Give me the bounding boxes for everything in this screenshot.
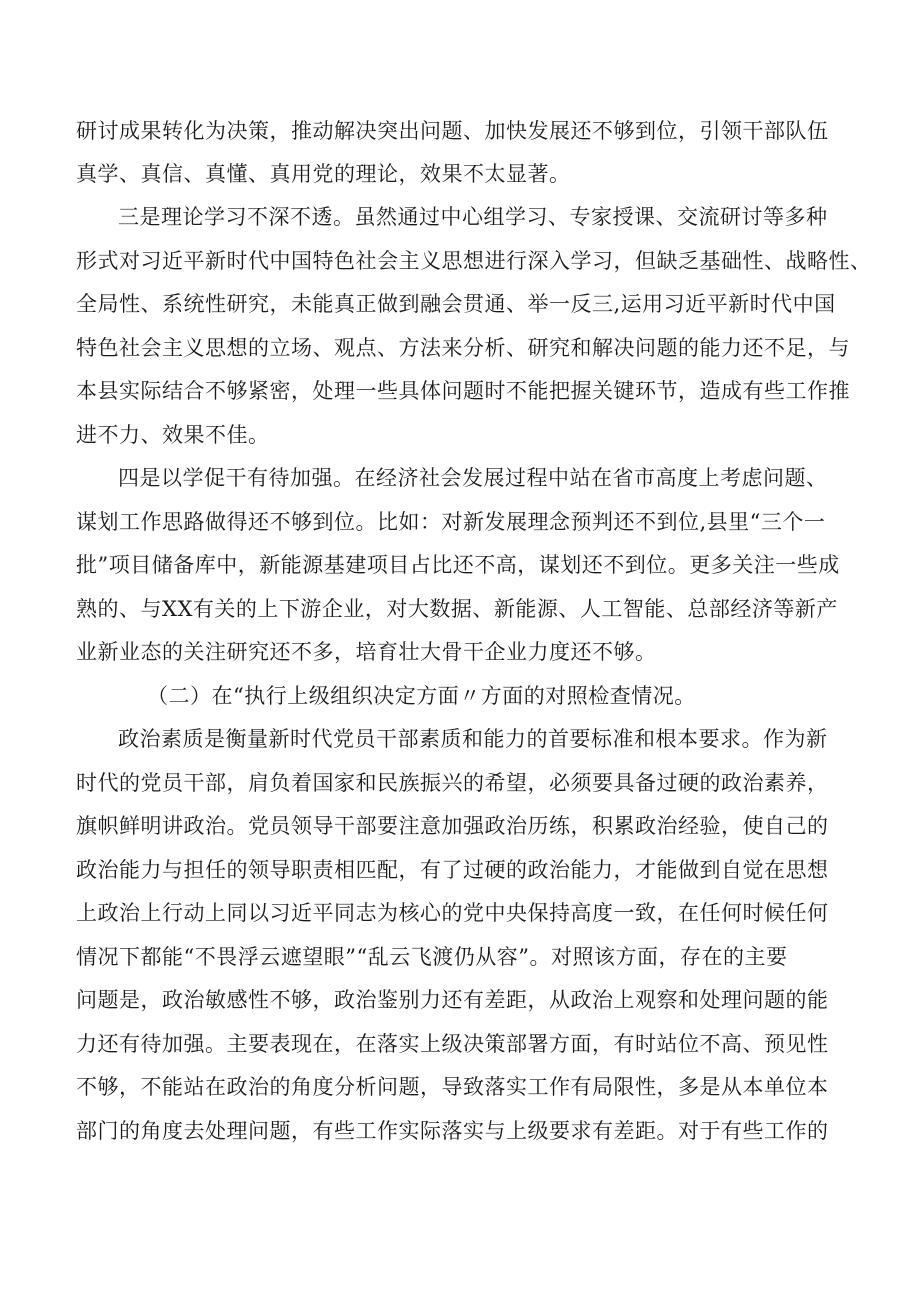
text-line: 进不力、效果不佳。 bbox=[76, 423, 270, 447]
paragraph-start: 四是以学促干有待加强。在经济社会发展过程中站在省市高度上考虑问题、 bbox=[118, 466, 828, 490]
text-line: 时代的党员干部，肩负着国家和民族振兴的希望，必须要具备过硬的政治素养， bbox=[76, 771, 829, 795]
text-line: 谋划工作思路做得还不够到位。比如：对新发展理念预判还不到位,县里“三个一 bbox=[76, 510, 826, 534]
text-line: 不够，不能站在政治的角度分析问题，导致落实工作有局限性，多是从本单位本 bbox=[76, 1075, 829, 1099]
text-line: 上政治上行动上同以习近平同志为核心的党中央保持高度一致，在任何时候任何 bbox=[76, 901, 829, 925]
text-line: 研讨成果转化为决策，推动解决突出问题、加快发展还不够到位，引领干部队伍 bbox=[76, 119, 829, 143]
text-line: 熟的、与XX有关的上下游企业，对大数据、新能源、人工智能、总部经济等新产 bbox=[76, 597, 838, 621]
text-line: 旗帜鲜明讲政治。党员领导干部要注意加强政治历练，积累政治经验，使自己的 bbox=[76, 814, 829, 838]
text-line: 批”项目储备库中，新能源基建项目占比还不高，谋划还不到位。更多关注一些成 bbox=[76, 553, 840, 577]
paragraph-start: 三是理论学习不深不透。虽然通过中心组学习、专家授课、交流研讨等多种 bbox=[118, 205, 828, 229]
text-line: 本县实际结合不够紧密，处理一些具体问题时不能把握关键环节，造成有些工作推 bbox=[76, 379, 850, 403]
text-line: 全局性、系统性研究，未能真正做到融会贯通、举一反三,运用习近平新时代中国 bbox=[76, 292, 836, 316]
text-line: 情况下都能“不畏浮云遮望眼”“乱云飞渡仍从容”。对照该方面，存在的主要 bbox=[76, 945, 788, 969]
text-line: 部门的角度去处理问题，有些工作实际落实与上级要求有差距。对于有些工作的 bbox=[76, 1119, 829, 1143]
text-line: 力还有待加强。主要表现在，在落实上级决策部署方面，有时站位不高、预见性 bbox=[76, 1032, 829, 1056]
text-line: 特色社会主义思想的立场、观点、方法来分析、研究和解决问题的能力还不足，与 bbox=[76, 336, 850, 360]
text-line: 形式对习近平新时代中国特色社会主义思想进行深入学习，但缺乏基础性、战略性、 bbox=[76, 249, 872, 273]
text-line: 业新业态的关注研究还不多，培育壮大骨干企业力度还不够。 bbox=[76, 640, 657, 664]
text-line: 真学、真信、真懂、真用党的理论，效果不太显著。 bbox=[76, 162, 571, 186]
section-heading: （二）在“执行上级组织决定方面〃方面的对照检查情况。 bbox=[147, 684, 696, 708]
paragraph-start: 政治素质是衡量新时代党员干部素质和能力的首要标准和根本要求。作为新 bbox=[118, 727, 828, 751]
text-line: 问题是，政治敏感性不够，政治鉴别力还有差距，从政治上观察和处理问题的能 bbox=[76, 988, 829, 1012]
text-line: 政治能力与担任的领导职责相匹配，有了过硬的政治能力，才能做到自觉在思想 bbox=[76, 858, 829, 882]
